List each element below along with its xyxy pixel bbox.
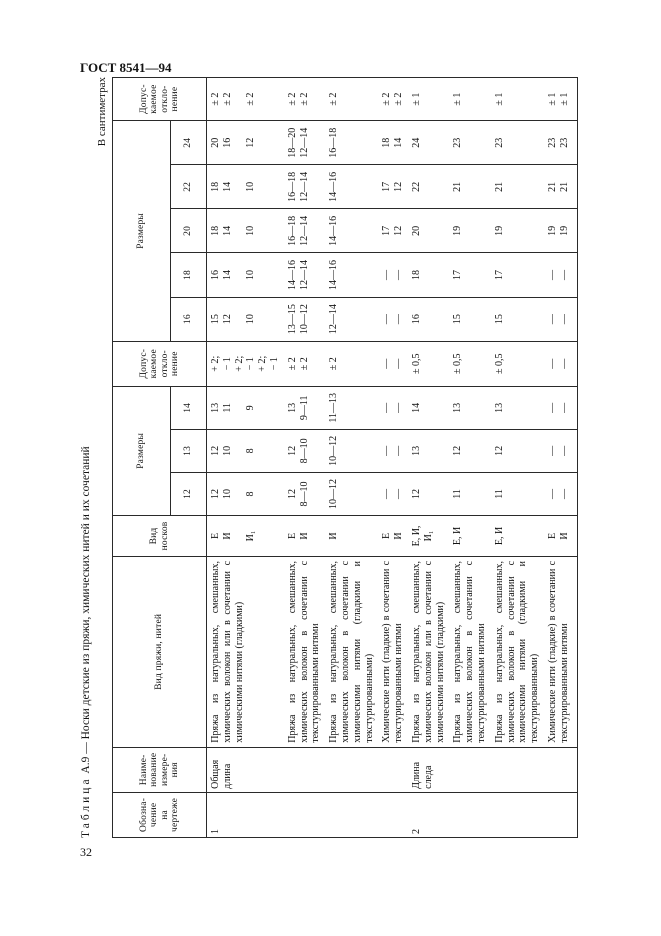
cell-size-14: 13 (449, 386, 490, 429)
cell-tolerance-a: — — (378, 341, 408, 386)
cell-size-18: 17 (491, 253, 544, 297)
cell-measure-name (544, 747, 577, 792)
table-body (207, 78, 578, 838)
cell-size-13: — — (544, 429, 577, 472)
cell-size-14: 14 (408, 386, 449, 429)
cell-size-13: 12 10 8 (207, 429, 284, 472)
cell-yarn-description: Пряжа из натуральных, смешанных, химических волокон в сочетании с химическими нитями (гладкими и текстурированными) (325, 556, 378, 747)
cell-designation (284, 792, 325, 837)
cell-yarn-description: Пряжа из натуральных, смешанных, химических волокон в сочетании с текстурированными нитями (449, 556, 490, 747)
cell-designation (449, 792, 490, 837)
cell-size-16: 15 (491, 297, 544, 341)
header-size-22: 22 (171, 165, 207, 209)
cell-size-16: 15 (449, 297, 490, 341)
cell-tolerance-a: ± 0,5 (408, 341, 449, 386)
cell-measure-name (378, 747, 408, 792)
cell-size-12: 12 8—10 (284, 472, 325, 515)
cell-size-13: 12 (491, 429, 544, 472)
cell-size-16: 15 12 10 (207, 297, 284, 341)
cell-size-13: 12 (449, 429, 490, 472)
cell-size-18: — — (544, 253, 577, 297)
cell-size-20: 20 (408, 209, 449, 253)
cell-size-22: 21 (491, 165, 544, 209)
cell-size-12: 12 10 8 (207, 472, 284, 515)
rotated-table-area (82, 77, 602, 838)
table-row (408, 78, 449, 838)
sizes-table (112, 77, 578, 838)
cell-sock-type: Е И И₁ (207, 515, 284, 556)
cell-yarn-description: Пряжа из натуральных, смешанных, химических волокон или в сочетании с химическими нитями (гладкими) (408, 556, 449, 747)
cell-tolerance-a: ± 2 ± 2 (284, 341, 325, 386)
cell-tolerance-a: ± 0,5 (491, 341, 544, 386)
cell-size-14: 13 9—11 (284, 386, 325, 429)
cell-designation: 1 (207, 792, 284, 837)
header-sizes-group-b: Размеры (113, 121, 171, 341)
cell-tolerance-b: ± 2 (325, 78, 378, 121)
cell-designation (325, 792, 378, 837)
table-row (544, 78, 577, 838)
cell-sock-type: Е И (544, 515, 577, 556)
cell-size-20: 16—18 12—14 (284, 209, 325, 253)
cell-size-16: — — (378, 297, 408, 341)
cell-size-12: — — (544, 472, 577, 515)
cell-size-18: 16 14 10 (207, 253, 284, 297)
cell-size-13: 10—12 (325, 429, 378, 472)
document-header: ГОСТ 8541—94 (80, 60, 172, 75)
caption-text: А.9 — Носки детские из пряжи, химических нитей и их сочетаний (80, 446, 92, 774)
cell-yarn-description: Пряжа из натуральных, смешанных, химических волокон в сочетании с текстурированными нитями (284, 556, 325, 747)
cell-size-24: 24 (408, 121, 449, 165)
cell-yarn-description: Пряжа из натуральных, смешанных, химических волокон или в сочетании с химическими нитями (гладкими) (207, 556, 284, 747)
cell-size-20: 14—16 (325, 209, 378, 253)
cell-size-24: 23 23 (544, 121, 577, 165)
cell-size-13: 13 (408, 429, 449, 472)
cell-size-14: 13 (491, 386, 544, 429)
cell-size-20: 19 19 (544, 209, 577, 253)
header-size-24: 24 (171, 121, 207, 165)
cell-sock-type: Е И (284, 515, 325, 556)
cell-designation: 2 (408, 792, 449, 837)
cell-yarn-description: Пряжа из натуральных, смешанных, химических волокон в сочетании с химическими нитями (гладкими и текстурированными) (491, 556, 544, 747)
page-number: 32 (80, 845, 92, 859)
header-tolerance-a: Допус- каемое откло- нение (113, 341, 207, 386)
table-row (207, 78, 284, 838)
cell-yarn-description: Химические нити (гладкие) в сочетании с текстурированными нитями (378, 556, 408, 747)
header-size-16: 16 (171, 297, 207, 341)
cell-size-12: 10—12 (325, 472, 378, 515)
cell-size-22: 17 12 (378, 165, 408, 209)
cell-tolerance-b: ± 2 ± 2 (378, 78, 408, 121)
cell-size-20: 18 14 10 (207, 209, 284, 253)
cell-size-14: — — (544, 386, 577, 429)
cell-size-20: 19 (449, 209, 490, 253)
cell-sock-type: Е, И, И₁ (408, 515, 449, 556)
header-size-13: 13 (171, 429, 207, 472)
cell-tolerance-b: ± 2 ± 2 ± 2 (207, 78, 284, 121)
cell-size-24: 16—18 (325, 121, 378, 165)
cell-measure-name (449, 747, 490, 792)
cell-size-18: 18 (408, 253, 449, 297)
cell-sock-type: Е, И (449, 515, 490, 556)
cell-size-22: 22 (408, 165, 449, 209)
cell-tolerance-b: ± 2 ± 2 (284, 78, 325, 121)
cell-measure-name (491, 747, 544, 792)
header-measure-name: Наиме- нование измере- ния (113, 747, 207, 792)
header-designation: Обозна- чение на чертеже (113, 792, 207, 837)
cell-size-24: 23 (449, 121, 490, 165)
cell-size-12: 12 (408, 472, 449, 515)
cell-size-20: 19 (491, 209, 544, 253)
cell-size-18: — — (378, 253, 408, 297)
cell-size-12: — — (378, 472, 408, 515)
cell-designation (378, 792, 408, 837)
cell-tolerance-b: ± 1 (408, 78, 449, 121)
units-note: В сантиметрах (96, 77, 108, 147)
header-tolerance-b: Допус- каемое откло- нение (113, 78, 207, 121)
table-caption (80, 446, 92, 838)
caption-label: Таблица (80, 776, 92, 838)
cell-designation (491, 792, 544, 837)
cell-measure-name: Общая длина (207, 747, 284, 792)
cell-size-16: 13—15 10—12 (284, 297, 325, 341)
cell-size-22: 18 14 10 (207, 165, 284, 209)
cell-designation (544, 792, 577, 837)
cell-size-24: 23 (491, 121, 544, 165)
cell-sock-type: Е, И (491, 515, 544, 556)
cell-size-18: 17 (449, 253, 490, 297)
table-row (325, 78, 378, 838)
header-sock-type: Вид носков (113, 515, 207, 556)
cell-measure-name (325, 747, 378, 792)
cell-tolerance-a: ± 0,5 (449, 341, 490, 386)
cell-measure-name (284, 747, 325, 792)
cell-measure-name: Длина следа (408, 747, 449, 792)
cell-sock-type: И (325, 515, 378, 556)
header-yarn-type: Вид пряжи, нитей (113, 556, 207, 747)
cell-tolerance-b: ± 1 (449, 78, 490, 121)
table-row (284, 78, 325, 838)
cell-size-24: 20 16 12 (207, 121, 284, 165)
header-size-12: 12 (171, 472, 207, 515)
cell-size-16: 12—14 (325, 297, 378, 341)
cell-tolerance-a: ± 2 (325, 341, 378, 386)
cell-size-24: 18—20 12—14 (284, 121, 325, 165)
cell-size-16: 16 (408, 297, 449, 341)
cell-size-13: — — (378, 429, 408, 472)
cell-size-18: 14—16 12—14 (284, 253, 325, 297)
cell-yarn-description: Химические нити (гладкие) в сочетании с текстурированными нитями (544, 556, 577, 747)
cell-size-22: 14—16 (325, 165, 378, 209)
cell-size-22: 21 21 (544, 165, 577, 209)
cell-tolerance-b: ± 1 (491, 78, 544, 121)
cell-size-22: 16—18 12—14 (284, 165, 325, 209)
cell-tolerance-a: — — (544, 341, 577, 386)
cell-size-14: — — (378, 386, 408, 429)
cell-size-14: 11—13 (325, 386, 378, 429)
cell-size-13: 12 8—10 (284, 429, 325, 472)
table-row (491, 78, 544, 838)
cell-tolerance-b: ± 1 ± 1 (544, 78, 577, 121)
cell-size-18: 14—16 (325, 253, 378, 297)
cell-sock-type: Е И (378, 515, 408, 556)
header-size-18: 18 (171, 253, 207, 297)
cell-size-16: — — (544, 297, 577, 341)
cell-size-14: 13 11 9 (207, 386, 284, 429)
table-row (449, 78, 490, 838)
table-row (378, 78, 408, 838)
cell-size-24: 18 14 (378, 121, 408, 165)
cell-size-20: 17 12 (378, 209, 408, 253)
header-size-20: 20 (171, 209, 207, 253)
header-sizes-group-a: Размеры (113, 386, 171, 515)
cell-tolerance-a: + 2; − 1 + 2; − 1 + 2; − 1 (207, 341, 284, 386)
cell-size-12: 11 (491, 472, 544, 515)
cell-size-22: 21 (449, 165, 490, 209)
cell-size-12: 11 (449, 472, 490, 515)
header-size-14: 14 (171, 386, 207, 429)
